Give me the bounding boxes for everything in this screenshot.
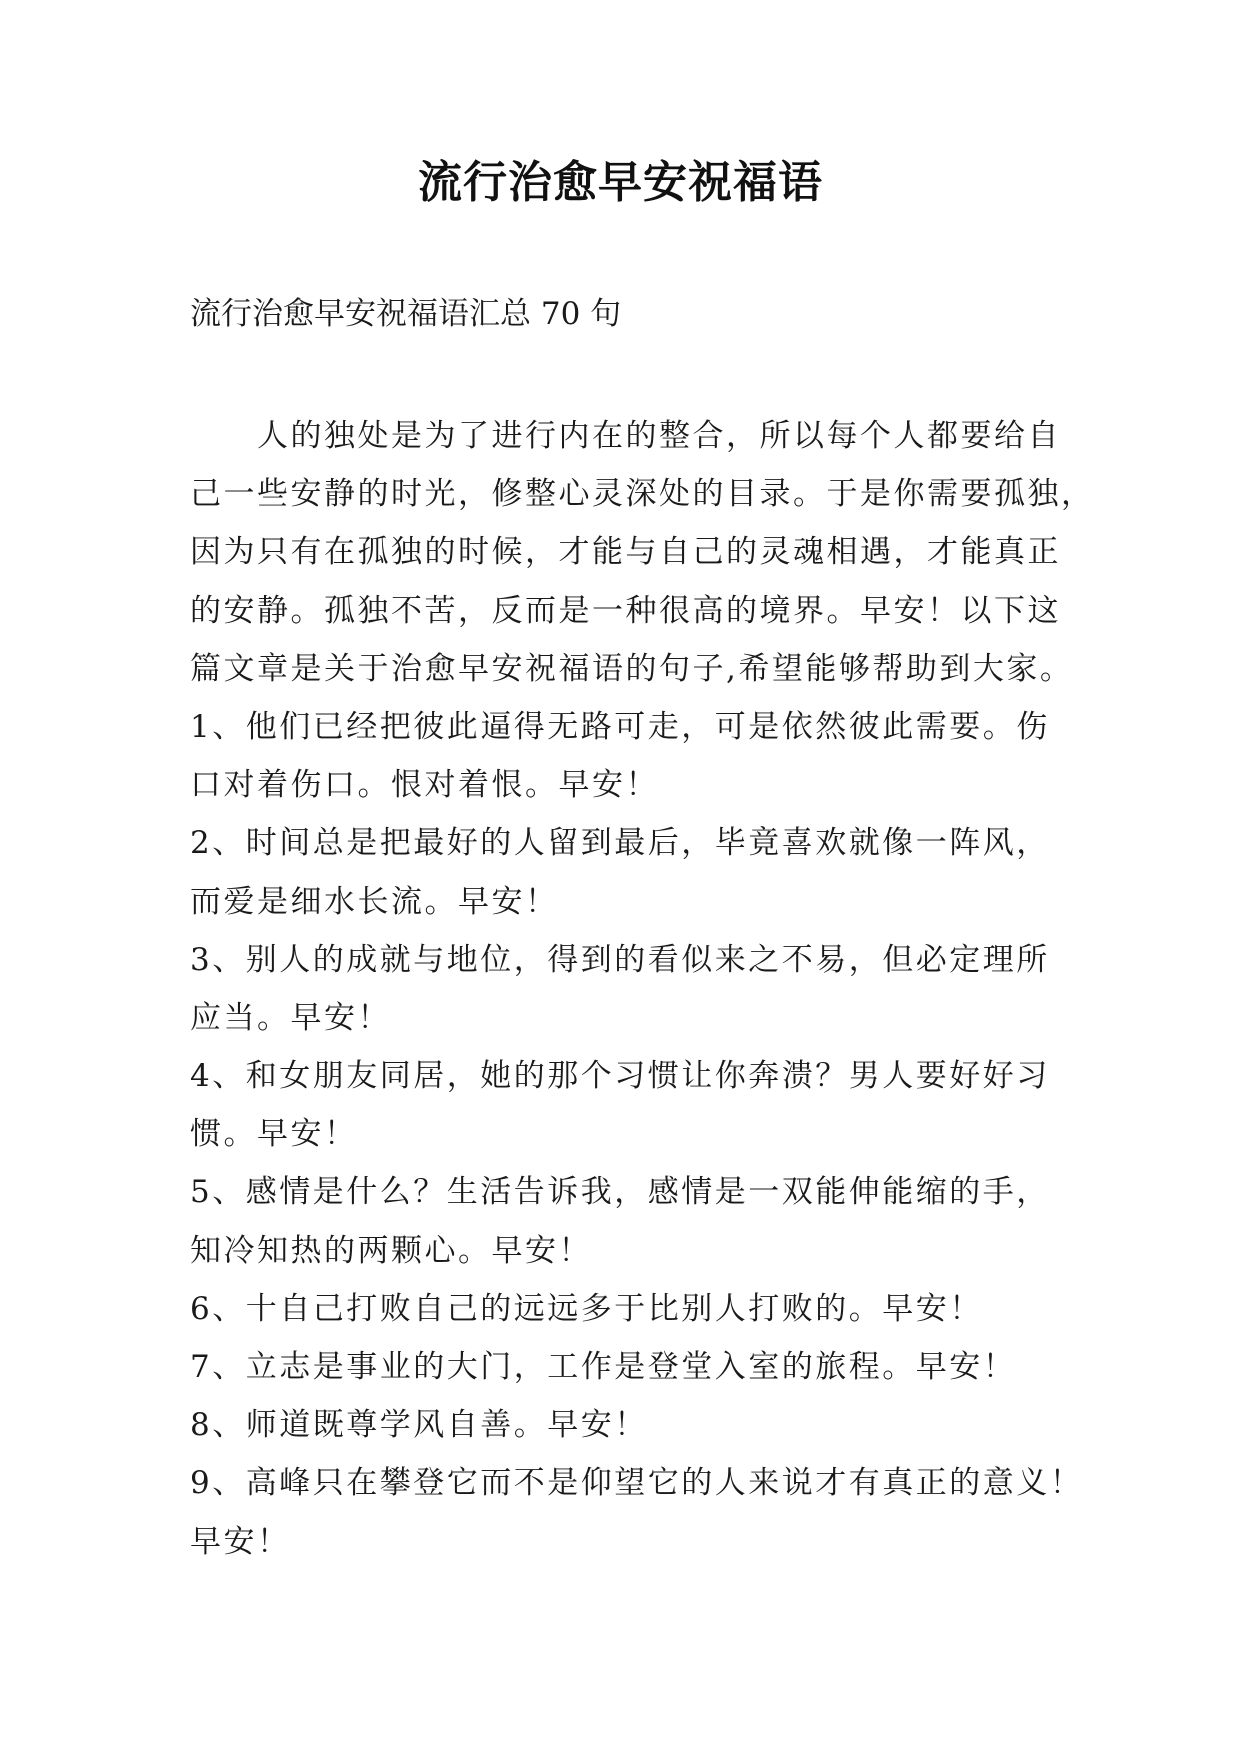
body-line: 因为只有在孤独的时候，才能与自己的灵魂相遇，才能真正 xyxy=(190,534,1061,571)
list-item-line: 口对着伤口。恨对着恨。早安！ xyxy=(190,767,659,804)
body-line: 己一些安静的时光，修整心灵深处的目录。于是你需要孤独， xyxy=(190,476,1095,513)
list-item-line: 3、别人的成就与地位，得到的看似来之不易，但必定理所 xyxy=(190,941,1050,978)
list-item-line: 6、十自己打败自己的远远多于比别人打败的。早安！ xyxy=(190,1290,983,1327)
list-item-line: 惯。早安！ xyxy=(190,1116,358,1153)
list-item-line: 4、和女朋友同居，她的那个习惯让你奔溃？男人要好好习 xyxy=(190,1058,1050,1095)
document-body xyxy=(190,407,1095,1571)
document-title: 流行治愈早安祝福语 xyxy=(418,157,823,208)
list-item-line: 而爱是细水长流。早安！ xyxy=(190,883,559,920)
list-item-line: 8、师道既尊学风自善。早安！ xyxy=(190,1407,648,1444)
body-line: 篇文章是关于治愈早安祝福语的句子,希望能够帮助到大家。 xyxy=(190,650,1074,687)
body-line: 的安静。孤独不苦，反而是一种很高的境界。早安！以下这 xyxy=(190,592,1061,629)
list-item-line: 知冷知热的两颗心。早安！ xyxy=(190,1232,592,1269)
list-item-line: 5、感情是什么？生活告诉我，感情是一双能伸能缩的手， xyxy=(190,1174,1050,1211)
list-item-line: 9、高峰只在攀登它而不是仰望它的人来说才有真正的意义！ xyxy=(190,1465,1084,1502)
list-item-line: 2、时间总是把最好的人留到最后，毕竟喜欢就像一阵风， xyxy=(190,825,1050,862)
list-item-line: 1、他们已经把彼此逼得无路可走，可是依然彼此需要。伤 xyxy=(190,708,1050,745)
list-item-line: 7、立志是事业的大门，工作是登堂入室的旅程。早安！ xyxy=(190,1349,1017,1385)
document-subtitle: 流行治愈早安祝福语汇总 70 句 xyxy=(190,296,622,332)
list-item-line: 早安！ xyxy=(190,1523,291,1560)
list-item-line: 应当。早安！ xyxy=(190,999,391,1036)
body-line: 人的独处是为了进行内在的整合，所以每个人都要给自 xyxy=(190,418,1061,454)
